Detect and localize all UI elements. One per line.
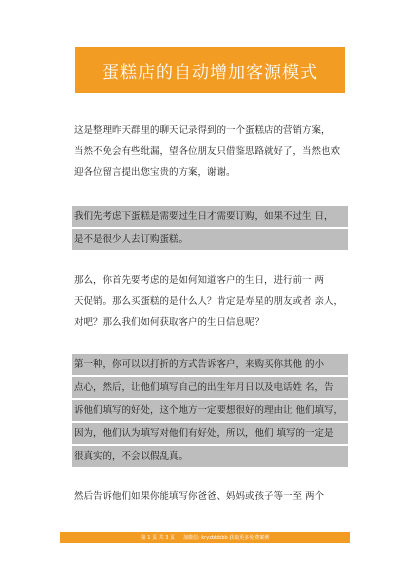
text-line: 当然不免会有些纰漏，望各位朋友只借鉴思路就好了，当然也欢 [74,146,341,157]
text-line: 这是整理昨天群里的聊天记录得到的一个蛋糕店的营销方案， [74,125,331,136]
text-line: 迎各位留言提出您宝贵的方案，谢谢。 [74,167,236,178]
paragraph-how-to-know [74,270,348,333]
highlighted-line: 我们先考虑下蛋糕是需要过生日才需要订购，如果不过生 日， [72,206,348,227]
highlighted-line: 第一种，你可以以打折的方式告诉客户，来购买你其他 的小 [72,354,348,375]
page-footer [60,532,350,543]
document-title: 蛋糕店的自动增加客源模式 [102,62,318,83]
page-number: 第 1 页 共 3 页 [140,535,176,541]
text-line: 天促销。那么买蛋糕的是什么人？肯定是寿星的朋友或者 亲人， [74,296,344,307]
highlighted-line: 是不是很少人去订购蛋糕。 [72,229,348,250]
paragraph-highlight-method-one [74,354,348,469]
text-line: 那么，你首先要考虑的是如何知道客户的生日，进行前一 两 [74,275,325,286]
paragraph-continued [74,486,348,507]
paragraph-intro [74,120,348,183]
text-line: 对吧？那么我们如何获取客户的生日信息呢？ [74,317,265,328]
highlighted-line: 点心，然后，让他们填写自己的出生年月日以及电话姓 名，告 [72,377,348,398]
highlighted-line: 因为，他们认为填写对他们有好处，所以，他们 填写的一定是 [72,423,348,444]
text-line: 然后告诉他们如果你能填写你爸爸、妈妈或孩子等一至 两个 [74,491,325,502]
paragraph-highlight-birthday [74,206,348,252]
footer-contact: 加微信: kryzbbbbb 获取更多免费案例 [183,535,270,541]
highlighted-line: 诉他们填写的好处，这个地方一定要想很好的理由让 他们填写， [72,400,348,421]
highlighted-line: 很真实的，不会以假乱真。 [72,446,348,467]
title-banner [75,47,345,93]
